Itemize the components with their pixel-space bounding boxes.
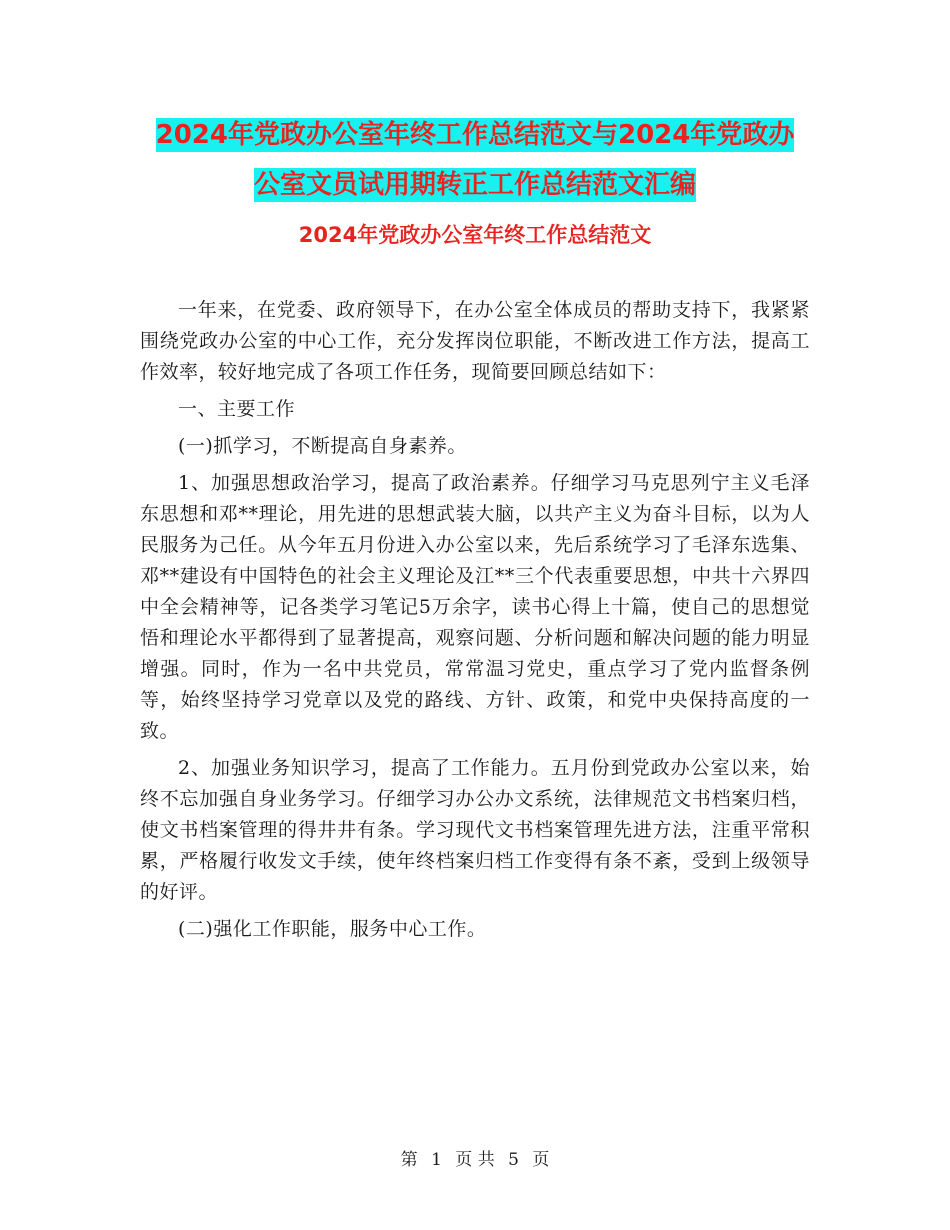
paragraph-subheading-function: (二)强化工作职能，服务中心工作。 xyxy=(178,918,487,940)
footer-page-total: 5 xyxy=(508,1150,519,1170)
document-body xyxy=(140,295,810,951)
document-title-line-1: 2024年党政办公室年终工作总结范文与2024年党政办 xyxy=(155,120,795,150)
footer-page-mid: 页 共 xyxy=(455,1150,495,1170)
paragraph-political-study: 1、加强思想政治学习，提高了政治素养。仔细学习马克思列宁主义毛泽东思想和邓**理论，用先进的思想武装大脑，以共产主义为奋斗目标，以为人民服务为己任。从今年五月份进入办公室以来，先后系统学习了毛泽东选集、邓**建设有中国特色的社会主义理论及江**三个代表重要思想，中共十六界四中全会精神等，记各类学习笔记5万余字，读书心得上十篇，使自己的思想觉悟和理论水平都得到了显著提高，观察问题、分析问题和解决问题的能力明显增强。同时，作为一名中共党员，常常温习党史，重点学习了党内监督条例等，始终坚持学习党章以及党的路线、方针、政策，和党中央保持高度的一致。 xyxy=(140,472,810,742)
page-footer xyxy=(0,1148,950,1172)
paragraph-business-study: 2、加强业务知识学习，提高了工作能力。五月份到党政办公室以来，始终不忘加强自身业务学习。仔细学习办公办文系统，法律规范文书档案归档，使文书档案管理的得井井有条。学习现代文书档案管理先进方法，注重平常积累，严格履行收发文手续，使年终档案归档工作变得有条不紊，受到上级领导的好评。 xyxy=(140,757,810,903)
footer-page-current: 1 xyxy=(431,1150,442,1170)
footer-page-suffix: 页 xyxy=(532,1150,550,1170)
section-title: 2024年党政办公室年终工作总结范文 xyxy=(298,223,652,247)
paragraph-heading-main-work: 一、主要工作 xyxy=(178,398,296,420)
paragraph-intro: 一年来，在党委、政府领导下，在办公室全体成员的帮助支持下，我紧紧围绕党政办公室的中心工作，充分发挥岗位职能，不断改进工作方法，提高工作效率，较好地完成了各项工作任务，现简要回顾总结如下： xyxy=(140,299,810,383)
document-title xyxy=(140,110,810,210)
footer-page-prefix: 第 xyxy=(400,1150,418,1170)
document-title-line-2: 公室文员试用期转正工作总结范文汇编 xyxy=(253,170,696,200)
paragraph-subheading-study: (一)抓学习，不断提高自身素养。 xyxy=(178,435,467,457)
